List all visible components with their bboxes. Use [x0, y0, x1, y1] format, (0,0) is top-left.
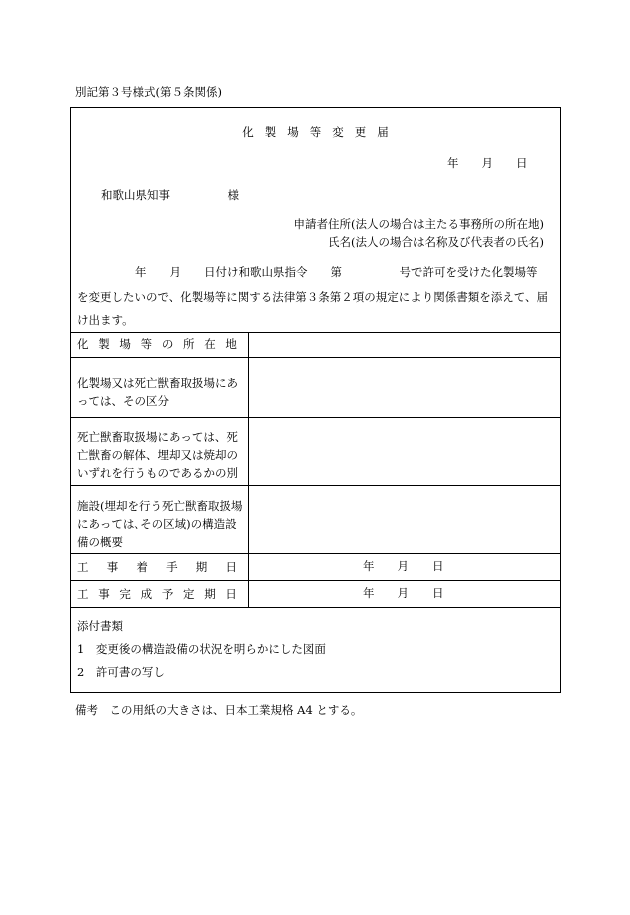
row-label-construction-start	[77, 558, 237, 576]
body-text-line: を変更したいので、化製場等に関する法律第３条第２項の規定により関係書類を添えて、届	[77, 290, 549, 304]
construction-completion-date[interactable]: 年 月 日	[363, 586, 444, 600]
body-text-line: け出ます。	[77, 313, 134, 327]
label-char: 着	[136, 560, 148, 574]
label-char: 日	[225, 587, 237, 601]
date-line: 年 月 日	[447, 156, 528, 170]
label-char: 手	[166, 560, 178, 574]
applicant-name: 氏名(法人の場合は名称及び代表者の氏名)	[328, 235, 544, 249]
row-label-location	[77, 335, 237, 353]
row-label-processing-type: 死亡獣畜取扱場にあっては、死亡獣畜の解体、埋却又は焼却のいずれを行うものであるかの別	[77, 430, 238, 480]
table-column-divider	[248, 332, 249, 607]
label-char: 地	[225, 337, 237, 351]
label-char: 在	[204, 337, 216, 351]
label-char: 完	[119, 587, 131, 601]
table-rule	[71, 607, 560, 608]
table-rule	[71, 580, 560, 581]
label-char: 化	[77, 337, 89, 351]
label-char: 場	[119, 337, 131, 351]
label-char: 期	[204, 587, 216, 601]
label-char: 予	[161, 587, 174, 601]
label-char: 日	[225, 560, 237, 574]
label-char: 製	[98, 337, 110, 351]
label-char: 所	[183, 337, 195, 351]
attachment-item: 2 許可書の写し	[77, 665, 165, 679]
label-char: 工	[77, 587, 89, 601]
label-char: 事	[106, 560, 119, 574]
table-rule	[71, 332, 560, 333]
attachment-item: 1 変更後の構造設備の状況を明らかにした図面	[77, 642, 326, 656]
table-rule	[71, 553, 560, 554]
label-char: 工	[77, 560, 89, 574]
row-label-facility-overview: 施設(埋却を行う死亡獣畜取扱場にあっては､その区域)の構造設備の概要	[77, 499, 243, 549]
attachments-title: 添付書類	[77, 619, 123, 633]
label-char: 期	[195, 560, 208, 574]
form-label: 別記第３号様式(第５条関係)	[75, 85, 222, 99]
table-rule	[71, 485, 560, 486]
form-title: 化製場等変更届	[242, 125, 400, 139]
table-row-label	[77, 335, 245, 353]
row-label-category: 化製場又は死亡獣畜取扱場にあっては、その区分	[77, 376, 238, 408]
label-char: 事	[98, 587, 110, 601]
table-rule	[71, 357, 560, 358]
row-label-construction-completion	[77, 585, 237, 603]
applicant-address: 申請者住所(法人の場合は主たる事務所の所在地)	[293, 217, 544, 231]
label-char: 等	[140, 337, 153, 351]
construction-start-date[interactable]: 年 月 日	[363, 559, 444, 573]
label-char: 成	[140, 587, 153, 601]
table-row-label	[77, 585, 245, 603]
form-box	[70, 107, 561, 693]
label-char: 定	[183, 587, 195, 601]
body-text-line: 年 月 日付け和歌山県指令 第 号で許可を受けた化製場等	[135, 265, 538, 279]
table-row-label	[77, 558, 245, 576]
footnote: 備考 この用紙の大きさは、日本工業規格 A4 とする。	[75, 703, 363, 717]
table-rule	[71, 417, 560, 418]
addressee: 和歌山県知事 様	[101, 188, 239, 202]
label-char: の	[161, 337, 174, 351]
